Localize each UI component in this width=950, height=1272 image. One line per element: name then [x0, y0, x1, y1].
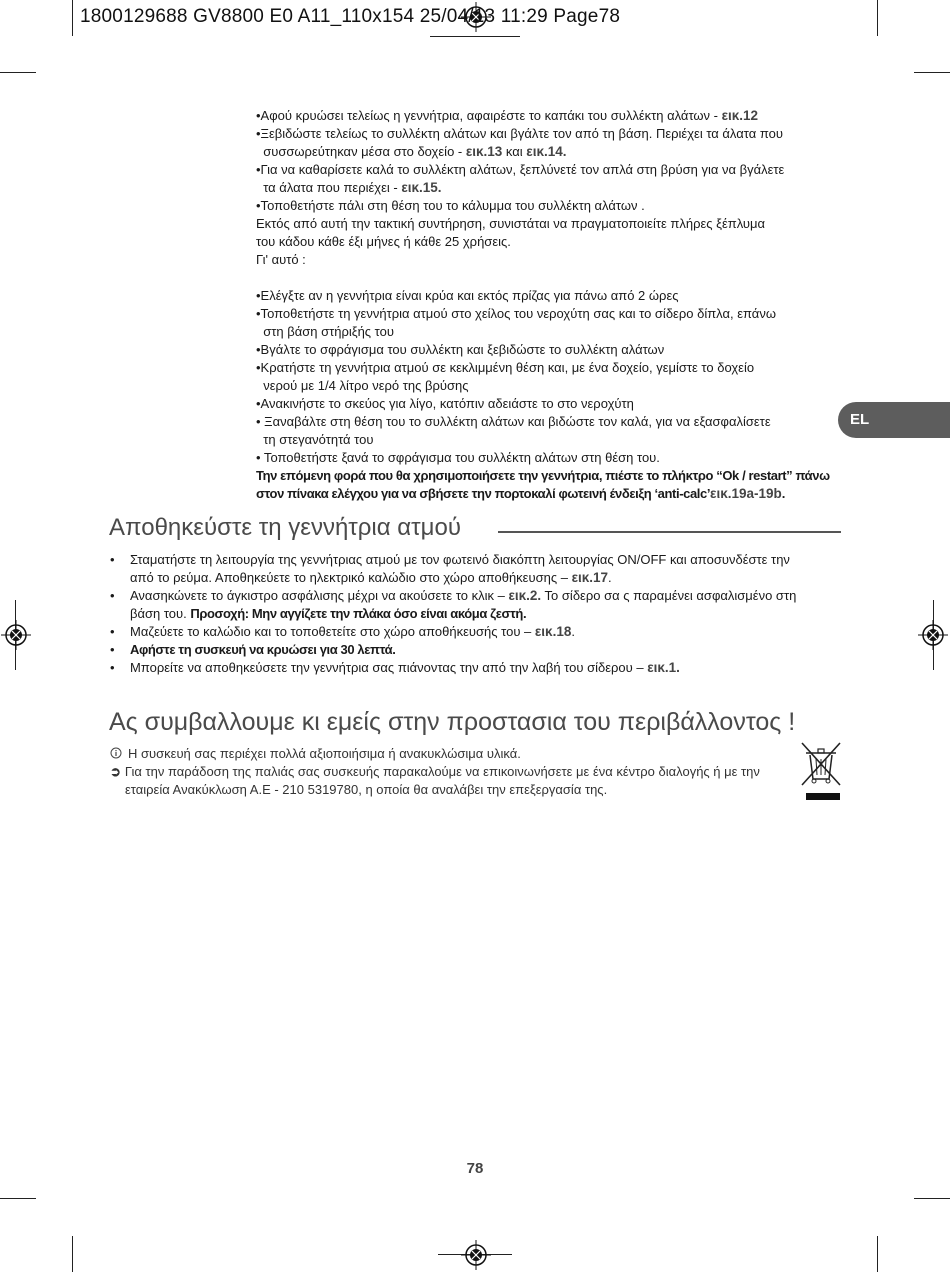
bullet-icon: •	[110, 552, 115, 567]
instruction-line	[256, 431, 846, 449]
instruction-line	[256, 287, 846, 305]
environment-heading: Ας συμβαλλουμε κι εμείς στην προστασια του περιβάλλοντος !	[109, 708, 796, 736]
emphasis-text: στον πίνακα ελέγχου για να σβήσετε την πορτοκαλί φωτεινή ένδειξη ‘anti-calc’	[256, 486, 711, 501]
figure-reference: εικ.18	[534, 624, 572, 639]
crop-mark	[430, 36, 520, 37]
recycling-note	[110, 763, 800, 781]
storage-item	[110, 659, 845, 677]
instruction-line	[256, 251, 846, 269]
text-segment: και	[502, 144, 527, 159]
bullet-icon: •	[110, 624, 115, 639]
descaling-instructions	[256, 107, 846, 503]
emphasis-text: Αφήστε τη συσκευή να κρυώσει για 30 λεπτά.	[130, 642, 396, 657]
text-segment: Σταματήστε τη λειτουργία της γεννήτριας ατμού με τον φωτεινό διακόπτη λειτουργίας ON/OFF και αποσυνδέστε την	[130, 552, 790, 567]
page-number: 78	[466, 1160, 484, 1177]
text-segment: Ανασηκώνετε το άγκιστρο ασφάλισης μέχρι να ακούσετε το κλικ –	[130, 588, 509, 603]
instruction-line	[256, 359, 846, 377]
info-note	[110, 745, 800, 763]
registration-mark-icon	[461, 1240, 491, 1270]
instruction-line	[256, 197, 846, 215]
crop-mark	[72, 0, 73, 36]
crop-mark	[0, 72, 36, 73]
environment-notes	[110, 745, 800, 799]
bullet-icon: •	[110, 588, 115, 603]
text-segment: Μαζεύετε το καλώδιο και το τοποθετείτε στο χώρο αποθήκευσής του –	[130, 624, 535, 639]
instruction-line	[256, 269, 846, 287]
storage-item	[110, 587, 845, 605]
instruction-line	[256, 341, 846, 359]
instruction-line	[256, 233, 846, 251]
figure-reference: εικ.1.	[647, 660, 680, 675]
instruction-line	[256, 143, 846, 161]
storage-item	[110, 569, 845, 587]
text-segment: .	[608, 570, 612, 585]
text-segment: συσσωρεύτηκαν μέσα στο δοχείο -	[256, 144, 466, 159]
recycling-text-2: εταιρεία Ανακύκλωση Α.Ε - 210 5319780, η οποία θα αναλάβει την επεξεργασία της.	[125, 782, 608, 797]
text-segment: •Ελέγξτε αν η γεννήτρια είναι κρύα και εκτός πρίζας για πάνω από 2 ώρες	[256, 288, 679, 303]
text-segment: •Ανακινήστε το σκεύος για λίγο, κατόπιν αδειάστε το στο νεροχύτη	[256, 396, 634, 411]
storage-item	[110, 623, 845, 641]
instruction-line	[256, 125, 846, 143]
language-tab: EL	[838, 402, 950, 438]
text-segment: • Ξαναβάλτε στη θέση του το συλλέκτη αλάτων και βιδώστε τον καλά, για να εξασφαλίσετε	[256, 414, 771, 429]
instruction-line	[256, 377, 846, 395]
figure-reference: εικ.19a-19b	[710, 486, 782, 501]
registration-mark-icon	[1, 620, 31, 650]
text-segment: •Τοποθετήστε πάλι στη θέση του το κάλυμμα του συλλέκτη αλάτων .	[256, 198, 645, 213]
text-segment: βάση του.	[130, 606, 191, 621]
instruction-line	[256, 395, 846, 413]
instruction-line	[256, 161, 846, 179]
crop-mark	[877, 0, 878, 36]
instruction-line	[256, 179, 846, 197]
print-slug: 1800129688 GV8800 E0 A11_110x154 25/04/13 11:29 Page78	[80, 6, 621, 27]
text-segment: .	[571, 624, 575, 639]
text-segment: •Αφού κρυώσει τελείως η γεννήτρια, αφαιρέστε το καπάκι του συλλέκτη αλάτων -	[256, 108, 722, 123]
registration-mark-icon	[918, 620, 948, 650]
figure-reference: εικ.17	[571, 570, 609, 585]
text-segment: του κάδου κάθε έξι μήνες ή κάθε 25 χρήσεις.	[256, 234, 511, 249]
figure-reference: εικ.14.	[526, 144, 567, 159]
instruction-line	[256, 323, 846, 341]
bullet-icon: •	[110, 642, 115, 657]
recycling-note-cont	[110, 781, 800, 799]
weee-bin-icon	[800, 741, 844, 803]
text-segment: τα άλατα που περιέχει -	[256, 180, 402, 195]
text-segment: τη στεγανότητά του	[256, 432, 374, 447]
text-segment: •Για να καθαρίσετε καλά το συλλέκτη αλάτων, ξεπλύνετέ τον απλά στη βρύση για να βγάλετε	[256, 162, 785, 177]
crop-mark	[914, 1198, 950, 1199]
text-segment: Μπορείτε να αποθηκεύσετε την γεννήτρια σας πιάνοντας την από την λαβή του σίδερου –	[130, 660, 648, 675]
crop-mark	[0, 1198, 36, 1199]
crop-mark	[914, 72, 950, 73]
storage-list	[110, 551, 845, 677]
instruction-line	[256, 449, 846, 467]
storage-item	[110, 551, 845, 569]
instruction-line	[256, 413, 846, 431]
text-segment: •Ξεβιδώστε τελείως το συλλέκτη αλάτων και βγάλτε τον από τη βάση. Περιέχει τα άλατα που	[256, 126, 783, 141]
emphasis-text: Προσοχή: Μην αγγίζετε την πλάκα όσο είναι ακόμα ζεστή.	[190, 606, 527, 621]
text-segment	[256, 270, 260, 285]
instruction-line	[256, 215, 846, 233]
emphasis-text: .	[781, 486, 785, 501]
crop-mark	[72, 1236, 73, 1272]
text-segment: στη βάση στήριξής του	[256, 324, 394, 339]
text-segment: •Βγάλτε το σφράγισμα του συλλέκτη και ξεβιδώστε το συλλέκτη αλάτων	[256, 342, 665, 357]
emphasis-text: Την επόμενη φορά που θα χρησιμοποιήσετε την γεννήτρια, πιέστε το πλήκτρο “Ok / restart” πάνω	[256, 468, 830, 483]
instruction-line	[256, 485, 846, 503]
text-segment: Εκτός από αυτή την τακτική συντήρηση, συνιστάται να πραγματοποιείτε πλήρες ξέπλυμα	[256, 216, 766, 231]
text-segment: νερού με 1/4 λίτρο νερό της βρύσης	[256, 378, 469, 393]
figure-reference: εικ.2.	[508, 588, 542, 603]
heading-rule	[498, 531, 841, 533]
text-segment: •Κρατήστε τη γεννήτρια ατμού σε κεκλιμμένη θέση και, με ένα δοχείο, γεμίστε το δοχείο	[256, 360, 755, 375]
text-segment: •Τοποθετήστε τη γεννήτρια ατμού στο χείλος του νεροχύτη σας και το σίδερο δίπλα, επάνω	[256, 306, 776, 321]
bullet-icon: •	[110, 660, 115, 675]
storage-item	[110, 605, 845, 623]
figure-reference: εικ.12	[721, 108, 759, 123]
text-segment: • Τοποθετήστε ξανά το σφράγισμα του συλλέκτη αλάτων στη θέση του.	[256, 450, 660, 465]
recycling-text-1: Για την παράδοση της παλιάς σας συσκευής παρακαλούμε να επικοινωνήσετε με ένα κέντρο διαλογής ή με την	[124, 764, 760, 779]
info-text: Η συσκευή σας περιέχει πολλά αξιοποιήσιμα ή ανακυκλώσιμα υλικά.	[128, 746, 521, 761]
instruction-line	[256, 305, 846, 323]
instruction-line	[256, 107, 846, 125]
figure-reference: εικ.13	[465, 144, 503, 159]
figure-reference: εικ.15.	[401, 180, 442, 195]
crop-mark	[877, 1236, 878, 1272]
arrow-icon: ➲	[110, 764, 121, 779]
info-icon	[110, 747, 122, 759]
storage-item	[110, 641, 845, 659]
text-segment: Γι' αυτό :	[256, 252, 306, 267]
instruction-line	[256, 467, 846, 485]
text-segment: Το σίδερο σα ς παραμένει ασφαλισμένο στη	[541, 588, 797, 603]
text-segment: από το ρεύμα. Αποθηκεύετε το ηλεκτρικό καλώδιο στο χώρο αποθήκευσης –	[130, 570, 572, 585]
storage-heading: Αποθηκεύστε τη γεννήτρια ατμού	[109, 514, 461, 541]
